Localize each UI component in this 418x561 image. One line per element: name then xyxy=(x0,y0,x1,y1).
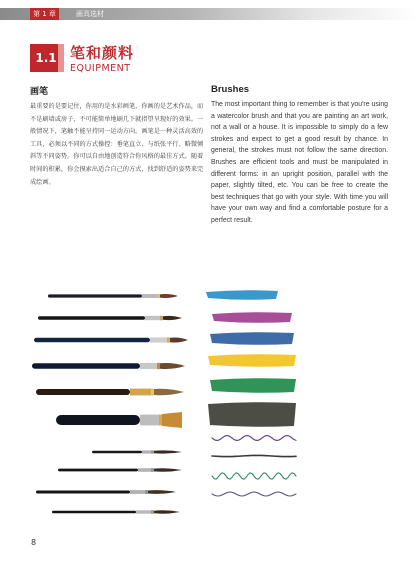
brush-1 xyxy=(48,294,178,298)
brush-5 xyxy=(36,389,184,396)
brush-ferrule-ring xyxy=(159,415,162,426)
wavy-stroke xyxy=(212,473,296,479)
brush-group xyxy=(32,294,188,514)
brush-handle xyxy=(48,294,142,297)
brush-4 xyxy=(32,363,185,369)
brush-handle xyxy=(32,363,140,368)
brush-2 xyxy=(38,316,182,320)
paint-swatch xyxy=(208,354,296,367)
brush-bristles xyxy=(170,337,188,342)
brush-handle xyxy=(56,415,140,425)
brush-bristles xyxy=(148,490,176,494)
brush-ferrule-ring xyxy=(151,450,154,453)
heading-cn: 画笔 xyxy=(30,87,49,97)
paint-swatch xyxy=(212,312,292,323)
brush-handle xyxy=(52,511,136,514)
body-text-cn: 最重要的是要记住，你用的是水彩画笔，你画的是艺术作品，而不是刷墙或房子，不可能简单地刷几下就指望呈现好的效果。一般情况下，笔触不能呈持同一运动方向。画笔是一种灵活高效的工具，必须以不同的方式操控：垂笔直立、与纸张平行、略微倾斜等不同姿势。你可以自由地创造符合你风格的最佳方式。随着时间的积累，你会摸索出适合自己的方式，找到舒适的姿势来完成绘画。 xyxy=(30,103,204,186)
paint-swatch xyxy=(206,290,278,300)
chapter-label: 第 1 章 xyxy=(30,8,59,20)
brush-3 xyxy=(34,337,188,342)
brush-ferrule-ring xyxy=(151,389,154,396)
paint-swatch xyxy=(208,402,296,427)
page-number: 8 xyxy=(31,538,37,547)
paint-swatch-group xyxy=(206,290,296,427)
brush-bristles xyxy=(160,363,185,369)
brush-10 xyxy=(52,510,180,513)
brush-ferrule-ring xyxy=(167,337,170,342)
brush-bristles xyxy=(154,389,184,396)
brush-ferrule-ring xyxy=(157,294,160,298)
brush-handle xyxy=(36,491,130,494)
wavy-stroke xyxy=(212,492,296,496)
brush-ferrule xyxy=(140,415,162,426)
body-text-en: The most important thing to remember is that you're using a watercolor brush and that you are painting an art work, not a wall or a house. It is impossible to simply do a few strokes and expect to get a good result by chance. In general, the strokes must not follow the same direction. Brushes are efficient tools and must be manipulated in different forms: in an upright position, parallel with the paper, slightly tilted, etc. You can be free to create the best techniques that go with your style. With time you will have your own way and find a comfortable posture for a perfect result. xyxy=(211,101,388,224)
heading-en: Brushes xyxy=(211,84,250,95)
brush-bristles xyxy=(162,412,182,428)
brush-ferrule-ring xyxy=(151,468,154,472)
paint-swatch xyxy=(210,378,296,393)
brush-8 xyxy=(58,468,182,472)
brush-handle xyxy=(34,338,150,342)
chapter-topic: 画具选材 xyxy=(76,10,104,18)
brush-handle xyxy=(58,469,138,472)
wavy-stroke-group xyxy=(212,436,296,496)
brush-handle xyxy=(92,451,142,453)
brush-ferrule-ring xyxy=(157,363,160,369)
brush-handle xyxy=(38,316,145,320)
brush-9 xyxy=(36,490,176,494)
brush-bristles xyxy=(154,510,180,513)
running-header xyxy=(0,0,418,26)
header-band xyxy=(0,8,418,20)
brush-7 xyxy=(92,450,182,453)
brush-6 xyxy=(56,412,182,428)
brush-bristles xyxy=(154,468,182,472)
brush-ferrule-ring xyxy=(151,510,154,513)
brush-bristles xyxy=(154,450,182,453)
section-title-cn: 笔和颜料 xyxy=(70,44,135,62)
brush-bristles xyxy=(160,294,178,298)
wavy-stroke xyxy=(212,436,296,441)
brushes-and-strokes-illustration xyxy=(30,278,310,528)
brush-handle xyxy=(36,389,130,395)
brush-ferrule-ring xyxy=(160,316,163,320)
wavy-stroke xyxy=(212,455,296,456)
section-number: 1.1 xyxy=(30,44,62,72)
section-title-en: EQUIPMENT xyxy=(70,63,131,74)
brush-ferrule xyxy=(130,389,154,396)
brush-bristles xyxy=(163,316,182,320)
brush-ferrule-ring xyxy=(145,490,148,494)
paint-swatch xyxy=(210,332,294,345)
